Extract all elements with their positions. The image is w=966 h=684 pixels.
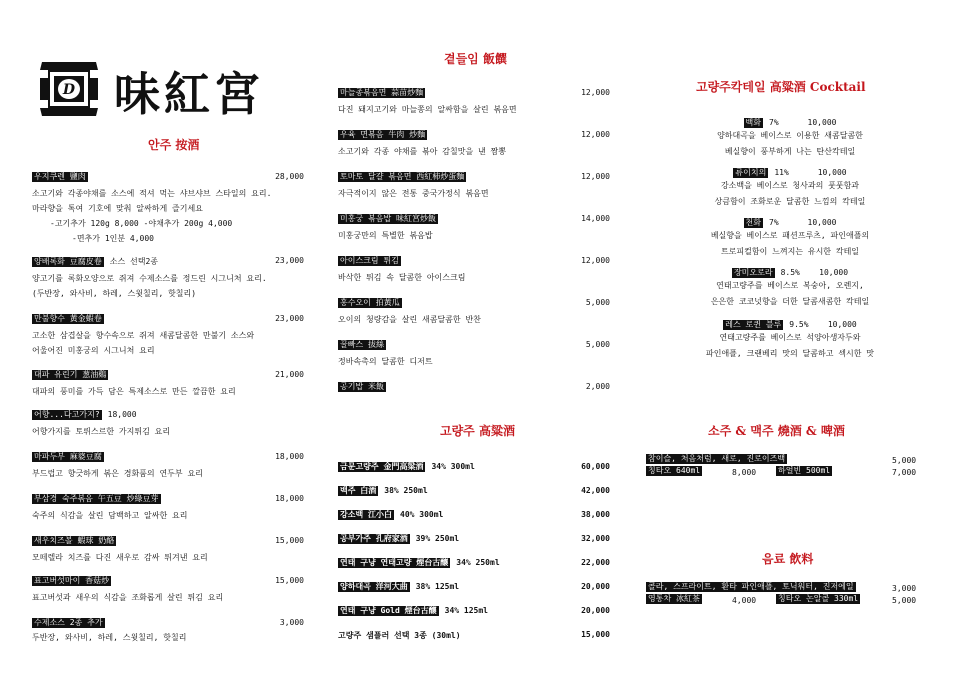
drink-row [646,594,706,604]
item-price: 22,000 [581,558,610,567]
item-name: 토마토 달걀 볶음면 西紅柿炒蛋麵 [340,172,465,181]
desc-line: 부드럽고 향긋하게 볶은 경화품의 연두부 요리 [32,469,203,478]
item-price: 21,000 [275,370,304,379]
desc-line: 파인애플, 크랜베리 맛의 달콤하고 섹시한 맛 [705,349,874,358]
desc-line: -고기추가 120g 8,000 -야채추가 200g 4,000 [50,219,233,228]
item-name: 홍수오이 拍黃瓜 [340,298,400,307]
desc-line: 오이의 청량감을 살린 새콤달콤한 반찬 [338,315,481,324]
menu-item [32,370,304,399]
desc-line: 양고기를 록화오양으로 쥐져 수제소스를 정드린 시그니처 요리. [32,274,267,283]
menu-item [32,494,304,523]
desc-line: 소고기와 각종 야채를 볶아 감칠맛을 낸 짬뽕 [338,147,507,156]
item-price: 20,000 [581,606,610,615]
item-name: 수제소스 2종 추가 [34,618,103,627]
item-name: 우육 면볶음 牛肉 炒麵 [340,130,426,139]
item-abv: 7% [769,218,779,227]
brand-logo-icon [34,56,104,122]
item-price: 3,000 [279,618,304,627]
item-price: 23,000 [275,256,304,265]
menu-item [338,298,610,327]
item-name: 칭타오 논알콜 330ml [778,594,859,603]
item-price: 42,000 [581,486,610,495]
menu-item [32,410,304,439]
item-price: 14,000 [581,214,610,223]
item-price: 18,000 [275,494,304,503]
item-name: 어향...다고가지? [34,410,100,419]
desc-line: 마라향을 톡여 기호에 맞춰 알싸하게 즐기세요 [32,204,203,213]
desc-line: 소고기와 각종야채를 소스에 적셔 먹는 샤브샤브 스타일의 요리. [32,189,272,198]
drinks-title: 음료 飲料 [762,552,814,566]
menu-item [338,606,610,616]
menu-item [338,510,610,520]
menu-item [338,172,610,201]
baijiu-list [338,462,610,642]
cocktail-list [660,118,920,368]
item-price: 12,000 [581,256,610,265]
item-price: 32,000 [581,534,610,543]
baijiu-title: 고량주 高粱酒 [440,424,515,438]
brand-name: 味紅宮 [114,67,264,121]
item-name: 천화 [745,218,761,227]
item-name: 영통차 冰紅茶 [648,594,700,603]
desc-line: 자극적이지 않은 전통 중국가정식 볶음면 [338,189,489,198]
menu-item [338,340,610,369]
desc-line: (두반장, 와사비, 하레, 스윗칠리, 핫칠리) [32,289,197,298]
item-desc [32,550,304,565]
cocktail-item [660,218,920,260]
soju-beer-title: 소주 & 맥주 燒酒 & 啤酒 [708,424,845,438]
desc-line: 연태고량주를 베이스로 복숭아, 오렌지, [716,281,864,290]
item-name: 류이치의 [735,168,767,177]
item-spec: 38% 125ml [415,582,460,591]
item-desc [32,508,304,523]
item-name: 공부가주 孔府家酒 [340,534,408,543]
desc-line: 트로피컬함이 느껴지는 유시한 칵테일 [720,247,860,256]
item-price: 4,000 [732,596,757,605]
item-desc [32,590,304,605]
item-desc [338,102,610,117]
cocktail-title: 고량주칵테일 高粱酒 Cocktail [696,80,866,94]
item-name: 미홍궁 볶음밥 味紅宮炒飯 [340,214,436,223]
item-desc [338,312,610,327]
desc-line: 다진 돼지고기와 마늘쫑의 알싸함을 살린 볶음면 [338,105,517,114]
item-price: 5,000 [585,340,610,349]
item-price: 15,000 [581,630,610,639]
drink-row [776,466,836,476]
desc-line: 미홍궁만의 특별한 볶음밥 [338,231,433,240]
menu-item [32,618,304,645]
item-price: 7,000 [892,468,917,477]
item-name: 아이스크림 튀김 [340,256,399,265]
menu-item [32,452,304,481]
desc-line: 표고버섯과 새우의 식감을 조화롭게 살린 튀김 요리 [32,593,224,602]
menu-item [338,88,610,117]
desc-line: 바삭한 튀김 속 달콤한 아이스크림 [338,273,466,282]
desc-line: 베실향이 풍부하게 나는 탄산칵테일 [724,147,856,156]
item-name: 연태 구냥 Gold 煙台古釀 [340,606,437,615]
item-price: 18,000 [275,452,304,461]
drink-row [776,594,864,604]
item-spec: 40% 300ml [400,510,444,519]
meals-list [338,88,610,398]
drink-row [646,466,706,476]
item-price: 3,000 [892,584,917,593]
item-name: 공기밥 米飯 [340,382,384,391]
item-price: 12,000 [581,130,610,139]
item-name: 대파 유린기 葱油鷄 [34,370,107,379]
item-desc [32,271,304,301]
item-desc [338,354,610,369]
item-spec: 39% 250ml [415,534,460,543]
item-name: 고량주 샘플러 선택 3종 (30ml) [338,631,461,640]
desc-line: 정바속촉의 달콤한 디저트 [338,357,433,366]
item-name: 장미오로라 [733,268,773,277]
appetizers-title: 안주 按酒 [148,138,200,152]
meals-title: 곁들임 飯饌 [444,52,507,66]
menu-item [338,462,610,472]
desc-line: 대파의 풍미를 가득 담은 특제소스로 만든 깔끔한 요리 [32,387,236,396]
item-price: 23,000 [275,314,304,323]
item-price: 15,000 [275,576,304,585]
desc-line: -면추가 1인분 4,000 [72,234,154,243]
item-spec: 34% 125ml [444,606,488,615]
menu-item [32,576,304,605]
cocktail-item [660,268,920,310]
desc-line: 두반장, 와사비, 하레, 스윗칠리, 핫칠리 [32,633,187,642]
item-extra: 18,000 [107,410,137,419]
item-spec: 34% 300ml [431,462,475,471]
cocktail-item [660,118,920,160]
item-price: 5,000 [892,456,917,465]
desc-line: 어향가지를 토뤼스르한 가지튀김 요리 [32,427,171,436]
item-name: 부삼경 숙주볶음 午五豆 炒綠豆芽 [34,494,159,503]
item-name: 양하대곡 洋河大曲 [340,582,408,591]
desc-line: 모떼렐라 치즈를 다진 새우로 감싸 튀겨낸 요리 [32,553,208,562]
item-name: 백주 白酒 [340,486,377,495]
desc-line: 상큼함이 조화로운 달콤한 느낌의 칵테일 [714,197,866,206]
menu-item [338,214,610,243]
desc-line: 은은한 코코넛향을 더한 달콤새콤한 칵테일 [710,297,870,306]
item-desc [32,466,304,481]
desc-line: 강소백을 베이스로 청사과의 풋풋함과 [720,181,860,190]
menu-item [32,536,304,565]
item-price: 28,000 [275,172,304,181]
desc-line: 숙주의 식감을 살린 담백하고 알싸한 요리 [32,511,188,520]
menu-item [338,256,610,285]
menu-item [338,558,610,568]
desc-line: 어울어진 미홍궁의 시그니처 요리 [32,346,155,355]
item-name: 칭타오 640ml [648,466,701,475]
menu-item [338,130,610,159]
item-desc [32,328,304,358]
item-price: 8,000 [732,468,757,477]
item-price: 12,000 [581,172,610,181]
cocktail-item [660,168,920,210]
desc-line: 베실향을 베이스로 패션프루츠, 파인애플의 [710,231,870,240]
item-price: 20,000 [581,582,610,591]
item-desc [32,630,304,645]
item-desc [338,144,610,159]
item-name: 마늘종볶음면 蒜苗炒麵 [340,88,424,97]
item-price: 5,000 [892,596,917,605]
item-name: 백화 [745,118,761,127]
item-price: 10,000 [819,268,849,277]
item-desc [32,186,304,246]
drink-row [646,582,860,592]
menu-item [338,630,610,641]
item-price: 12,000 [581,88,610,97]
appetizers-list [32,172,304,642]
drink-row [646,454,791,464]
logo-letter: D [62,82,76,98]
item-extra: 소스 선택2종 [109,257,159,266]
item-spec: 38% 250ml [384,486,428,495]
item-abv: 7% [769,118,779,127]
item-name: 꿀빠스 拔絲 [340,340,384,349]
desc-line: 양하대곡을 베이스로 이용한 새콤달콤한 [717,131,863,140]
item-name: 표고버섯마이 香菇炒 [34,576,110,585]
item-abv: 11% [774,168,789,177]
item-name: 연태 구냥 연태고량 煙台古釀 [340,558,449,567]
item-price: 10,000 [807,118,837,127]
item-name: 마파두부 麻婆豆腐 [34,452,102,461]
cocktail-item [660,320,920,362]
item-price: 60,000 [581,462,610,471]
item-price: 15,000 [275,536,304,545]
item-name: 만불향수 黃金蝦卷 [34,314,102,323]
menu-item [338,486,610,496]
item-desc [32,384,304,399]
item-price: 2,000 [585,382,610,391]
desc-line: 연태고량주를 베이스로 석양아생자두와 [719,333,861,342]
item-desc [338,228,610,243]
item-price: 5,000 [585,298,610,307]
item-desc [338,186,610,201]
menu-item [338,582,610,592]
item-price: 10,000 [817,168,847,177]
item-price: 10,000 [807,218,837,227]
menu-item [338,382,610,392]
item-name: 우지쿠렌 鹽肉 [34,172,86,181]
menu-item [32,314,304,358]
item-name: 참이슬, 처음처럼, 새로, 진로이즈백 [648,454,786,463]
item-name: 하얼빈 500ml [778,466,831,475]
item-abv: 8.5% [780,268,800,277]
menu-item [338,534,610,544]
item-desc [32,424,304,439]
item-name: 레스 로퀸 블루 [725,320,782,329]
menu-item [32,172,304,246]
item-price: 38,000 [581,510,610,519]
item-abv: 9.5% [789,320,809,329]
item-name: 새우치즈볼 蝦球 奶酪 [34,536,115,545]
item-name: 금문고량주 金門高粱酒 [340,462,424,471]
item-price: 10,000 [827,320,857,329]
item-spec: 34% 250ml [456,558,500,567]
menu-item [32,256,304,301]
item-name: 양배록화 豆腐皮卷 [34,257,102,266]
desc-line: 고소한 삼겹살을 향수속으로 쥐져 새콤달콤한 만불기 소스와 [32,331,255,340]
item-name: 강소백 江小白 [340,510,392,519]
item-desc [338,270,610,285]
item-name: 콜라, 스프라이트, 환타 파인애플, 토닉워터, 진저에일 [648,582,854,591]
